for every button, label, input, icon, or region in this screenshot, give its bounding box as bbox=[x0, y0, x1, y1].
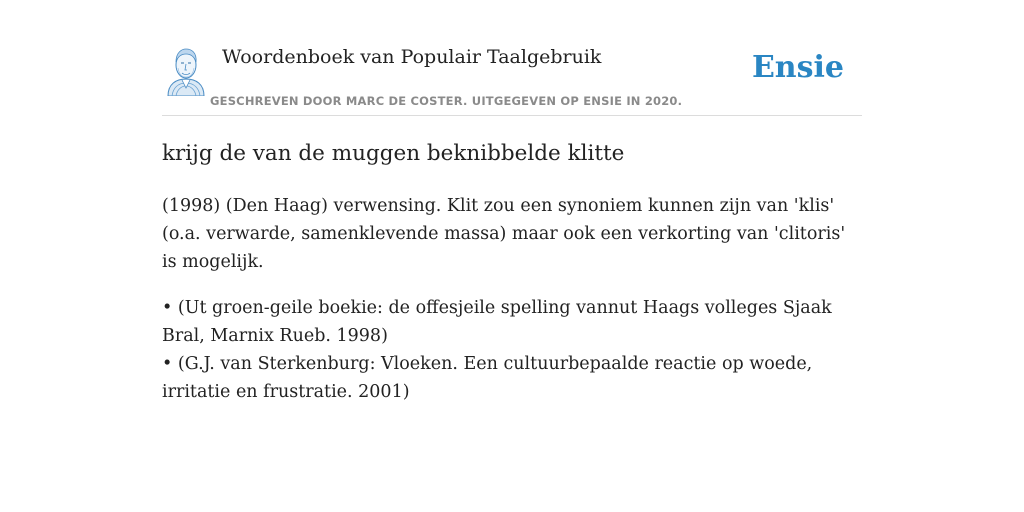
ensie-logo-link[interactable]: Ensie bbox=[751, 50, 844, 85]
entry-definition: (1998) (Den Haag) verwensing. Klit zou een synoniem kunnen zijn van 'klis' (o.a. verwarde, samenklevende massa) maar ook een verkorting van 'clitoris' is mogelijk. bbox=[162, 196, 846, 272]
source-item: • (Ut groen-geile boekie: de offesjeile spelling vannut Haags volleges Sjaak Bral, Marnix Rueb. 1998) bbox=[162, 298, 832, 346]
entry-sources bbox=[162, 294, 862, 406]
author-portrait-icon bbox=[164, 46, 208, 96]
dictionary-title[interactable]: Woordenboek van Populair Taalgebruik bbox=[222, 46, 602, 68]
author-byline: GESCHREVEN DOOR MARC DE COSTER. UITGEGEVEN OP ENSIE IN 2020. bbox=[210, 94, 683, 108]
dictionary-entry bbox=[162, 138, 862, 406]
dictionary-header bbox=[162, 40, 862, 116]
entry-title: krijg de van de muggen beknibbelde klitte bbox=[162, 141, 625, 166]
source-item: • (G.J. van Sterkenburg: Vloeken. Een cultuurbepaalde reactie op woede, irritatie en frustratie. 2001) bbox=[162, 354, 813, 402]
